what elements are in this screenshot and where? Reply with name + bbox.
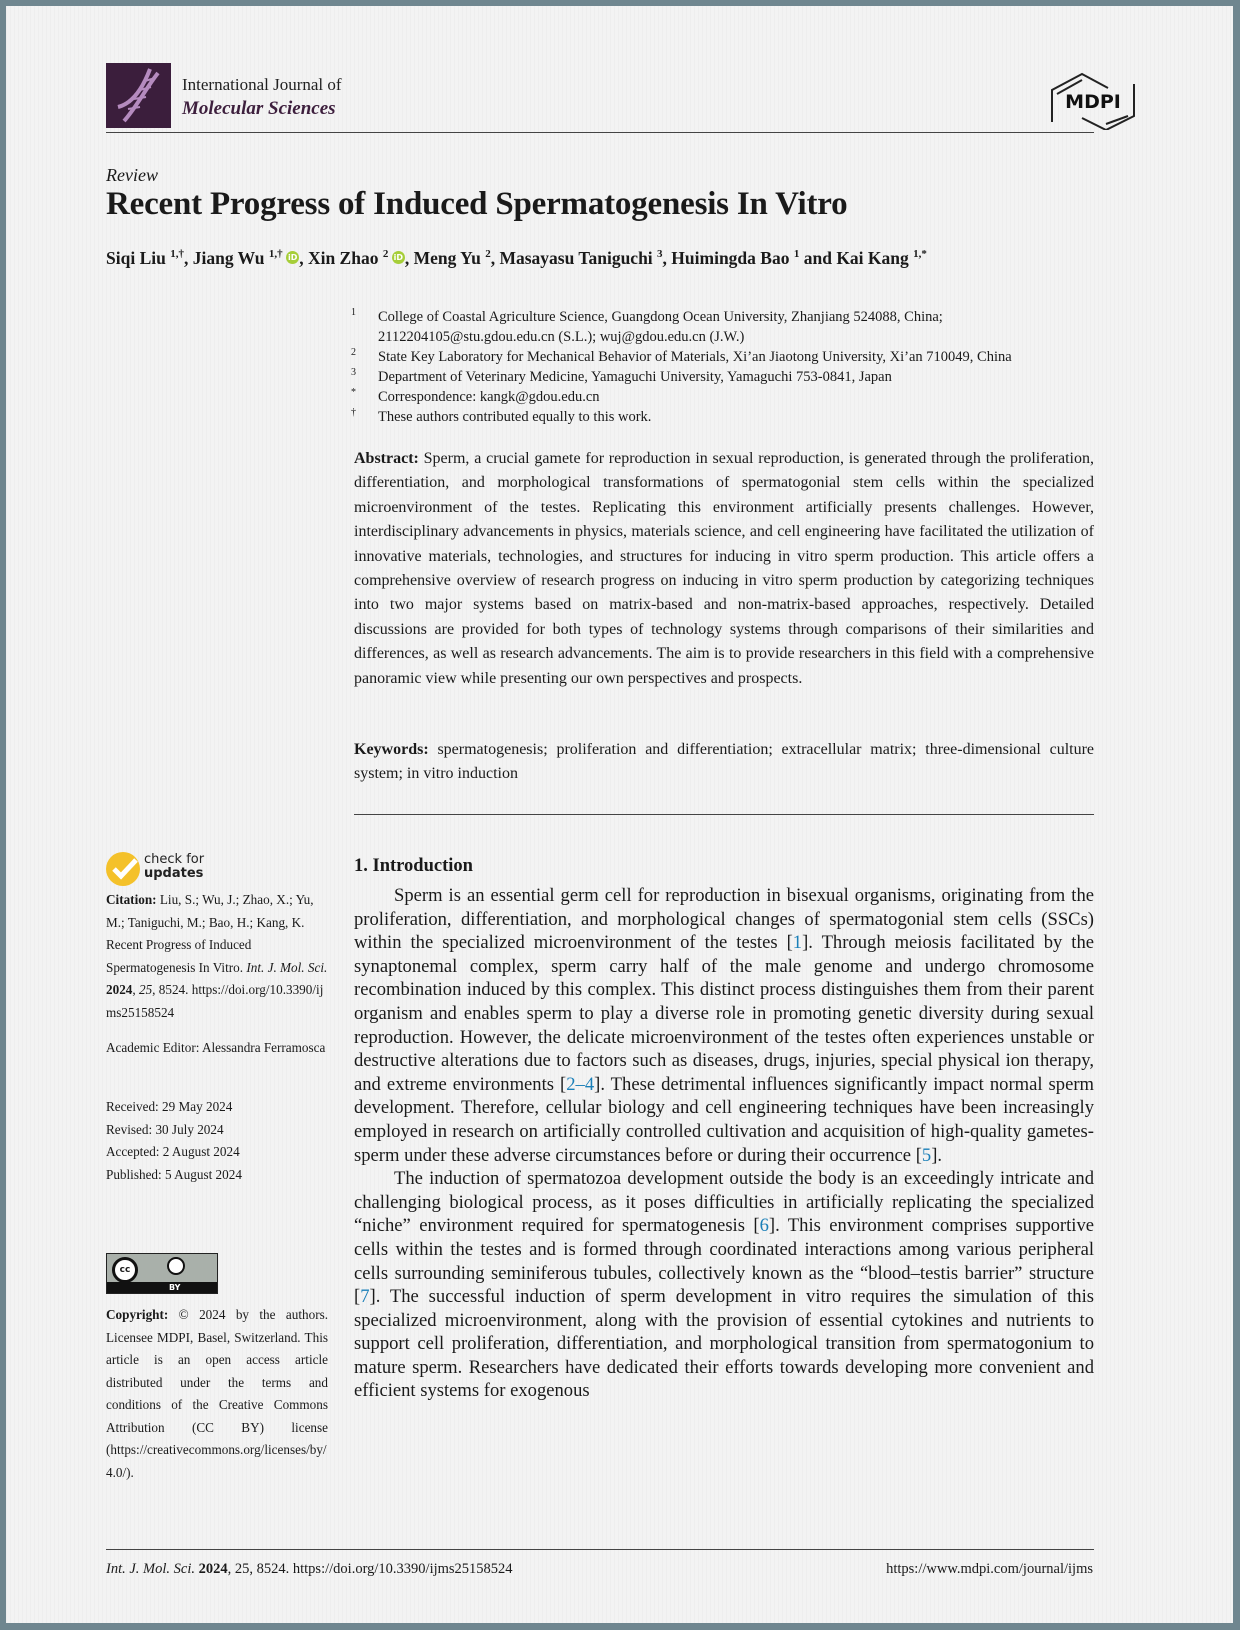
footer-journal-url[interactable]: https://www.mdpi.com/journal/ijms — [886, 1561, 1093, 1577]
abstract-label: Abstract: — [354, 450, 419, 467]
cc-by-label: BY — [169, 1283, 181, 1292]
copyright-text: © 2024 by the authors. Licensee MDPI, Basel, Switzerland. This article is an open access article distributed under the terms and conditions of the Creative Commons Attribution (CC BY) license (https://creativecommons.org/licenses/by/4.0/). — [106, 1307, 329, 1480]
citation-bracket: [5] — [915, 1144, 938, 1166]
date-item: Published: 5 August 2024 — [106, 1166, 242, 1182]
date-item: Received: 29 May 2024 — [106, 1099, 233, 1114]
affiliation-text: College of Coastal Agriculture Science, Guangdong Ocean University, Zhanjiang 524088, China; — [378, 309, 943, 325]
reference-link[interactable]: 6 — [759, 1215, 769, 1237]
date-item: Revised: 30 July 2024 — [106, 1121, 224, 1137]
author-name: Jiang Wu — [192, 248, 269, 268]
keywords-text: spermatogenesis; proliferation and differentiation; extracellular matrix; three-dimensional culture system; in vitro induction — [354, 741, 1095, 783]
footer-journal: Int. J. Mol. Sci. — [106, 1561, 195, 1577]
affiliation-text: These authors contributed equally to this work. — [378, 409, 652, 425]
header-divider — [106, 132, 1094, 133]
orcid-icon[interactable]: iD — [287, 253, 298, 262]
affiliation-text: 2112204105@stu.gdou.edu.cn (S.L.); wuj@gdou.edu.cn (J.W.) — [378, 329, 745, 345]
affiliation-marker: † — [351, 407, 356, 418]
journal-name-line1: International Journal of — [182, 75, 342, 94]
reference-link[interactable]: 2–4 — [566, 1073, 595, 1095]
citation-journal: Int. J. Mol. Sci. — [246, 959, 328, 975]
orcid-icon[interactable]: iD — [393, 253, 404, 262]
citation-bracket: [1] — [786, 932, 809, 954]
footer-doi-link[interactable]: https://doi.org/10.3390/ijms25158524 — [292, 1561, 513, 1577]
author-name: Huimingda Bao — [671, 248, 794, 268]
citation-bracket: [7] — [354, 1286, 376, 1308]
section-heading-introduction: 1. Introduction — [354, 856, 473, 876]
check-updates-icon — [106, 852, 140, 886]
editor-label: Academic Editor: — [106, 1040, 200, 1055]
affiliation-marker: 2 — [351, 347, 356, 358]
author-affiliation-marker: 2 — [485, 248, 491, 261]
citation-year: 2024 — [106, 982, 133, 997]
footer-volume: , 25, 8524. — [227, 1561, 290, 1577]
abstract-text: Sperm, a crucial gamete for reproduction in sexual reproduction, is generated through the proliferation, differentiation, and morphological transformations of spermatogonial stem cells within the specialized microenvironment of the testes. Replicating this environment artificially presents challenges. However, interdisciplinary advancements in physics, materials science, and cell engineering have facilitated the utilization of innovative materials, technologies, and structures for inducing in vitro sperm production. This article offers a comprehensive overview of research progress on inducing in vitro sperm production by categorizing techniques into two major systems based on matrix-based and non-matrix-based approaches, respectively. Detailed discussions are provided for both types of technology systems through comparisons of their similarities and differences, as well as research advancements. The aim is to provide researchers in this field with a comprehensive panoramic view while presenting our own perspectives and prospects. — [354, 450, 1094, 687]
author-name: Siqi Liu — [106, 248, 171, 268]
cc-by-license-badge[interactable] — [106, 1253, 218, 1294]
author-affiliation-marker: 1 — [793, 248, 800, 261]
copyright-label: Copyright: — [106, 1307, 169, 1322]
article-type: Review — [106, 165, 158, 185]
paper-page — [6, 6, 1233, 1623]
academic-editor — [106, 1037, 328, 1060]
citation-bracket: [6] — [753, 1215, 776, 1237]
mdpi-logo-text: MDPI — [1065, 91, 1121, 113]
citation-page: , 8524. — [152, 982, 189, 997]
copyright-notice — [106, 1304, 328, 1484]
footer-divider — [106, 1549, 1094, 1550]
citation: Citation: Liu, S.; Wu, J.; Zhao, X.; Yu, M.; Taniguchi, M.; Bao, H.; Kang, K. Recent Progress of Induced Spermatogenesis In Vitro. Int. J. Mol. Sci. 2024, 25, 8524. https://doi.org/10.3390/ijms25158524 — [106, 892, 328, 1020]
author-affiliation-marker: 1,† — [268, 248, 283, 261]
author-name: Kai Kang — [836, 248, 914, 268]
author-name: Xin Zhao — [307, 248, 383, 268]
footer-year: 2024 — [198, 1561, 228, 1577]
reference-link[interactable]: 1 — [792, 932, 803, 954]
affiliation-marker: * — [351, 387, 356, 398]
affiliation-marker: 1 — [351, 307, 356, 318]
affiliation-text: Department of Veterinary Medicine, Yamaguchi University, Yamaguchi 753-0841, Japan — [378, 369, 892, 385]
cc-icon: cc — [112, 1257, 138, 1283]
footer-citation — [106, 1561, 513, 1578]
citation-doi-link[interactable]: https://doi.org/10.3390/ijms25158524 — [106, 982, 324, 1020]
reference-link[interactable]: 7 — [360, 1286, 370, 1308]
author-name: Meng Yu — [413, 248, 486, 268]
affiliation-text: Correspondence: kangk@gdou.edu.cn — [378, 389, 600, 405]
author-affiliation-marker: 1,† — [170, 248, 184, 261]
paragraph: The induction of spermatozoa development outside the body is an exceedingly intricate and challenging biological process, as it poses difficulties in artificially replicating the specialized “niche” environment required for spermatogenesis [6]. This environment comprises supportive cells within the testes and is formed through coordinated interactions among various peripheral cells surrounding seminiferous tubules, collectively known as the “blood–testis barrier” structure [7]. The successful induction of sperm development in vitro requires the simulation of this specialized microenvironment, along with the provision of essential cytokines and nutrients to support cell proliferation, differentiation, and morphological transition from spermatogonium to mature sperm. Researchers have dedicated their efforts towards developing more convenient and efficient systems for exogenous — [354, 1168, 1094, 1402]
author-affiliation-marker: 1,* — [913, 248, 927, 261]
author-affiliation-marker: 3 — [657, 248, 663, 261]
author-affiliation-marker: 2 — [382, 248, 389, 261]
article-title: Recent Progress of Induced Spermatogenesis In Vitro — [106, 186, 848, 222]
editor-name: Alessandra Ferramosca — [201, 1040, 326, 1055]
mdpi-logo[interactable] — [1048, 72, 1138, 135]
date-item: Accepted: 2 August 2024 — [106, 1144, 240, 1159]
publication-dates — [106, 1096, 328, 1186]
check-updates-line2: updates — [144, 866, 204, 881]
attribution-person-icon — [167, 1257, 185, 1275]
affiliation-text: State Key Laboratory for Mechanical Behavior of Materials, Xi’an Jiaotong University, Xi’an 710049, China — [378, 349, 1012, 365]
abstract — [354, 447, 1094, 691]
citation-label: Citation: — [106, 892, 157, 907]
check-updates-line1: check for — [144, 852, 205, 867]
citation-text: Liu, S.; Wu, J.; Zhao, X.; Yu, M.; Taniguchi, M.; Bao, H.; Kang, K. Recent Progress of Induced Spermatogenesis In Vitro. — [106, 892, 314, 975]
citation-volume: 25 — [138, 982, 153, 997]
journal-logo — [106, 63, 171, 128]
keywords — [354, 738, 1094, 787]
dna-helix-icon — [106, 63, 171, 128]
paragraph: Sperm is an essential germ cell for reproduction in bisexual organisms, originating from the proliferation, differentiation, and morphological changes of spermatogonial stem cells (SSCs) within the specialized microenvironment of the testes [1]. Through meiosis facilitated by the synaptonemal complex, sperm carry half of the male genome and undergo chromosome recombination induced by this complex. This distinct process distinguishes them from their parent organism and enables sperm to play a diverse role in promoting genetic diversity during sexual reproduction. However, the delicate microenvironment of the testes often experiences unstable or destructive alterations due to factors such as diseases, drugs, injuries, special physical ion therapy, and extreme environments [2–4]. These detrimental influences significantly impact normal sperm development. Therefore, cellular biology and cell engineering techniques have been increasingly employed in research on artificially controlled cultivation and acquisition of high-quality gametes-sperm under these adverse circumstances before or during their occurrence [5]. — [354, 885, 1094, 1166]
abstract-divider — [354, 814, 1094, 815]
reference-link[interactable]: 5 — [921, 1144, 932, 1166]
citation-bracket: [2–4] — [560, 1073, 601, 1095]
author-name: Masayasu Taniguchi — [499, 248, 658, 268]
journal-name-line2: Molecular Sciences — [182, 98, 336, 119]
author-list: Siqi Liu $^{1,\dagger}$, Jiang Wu $^{1,\dagger}$ iD , Xin Zhao $^2$ iD , Meng Yu $^2$, Masayasu Taniguchi $^3$, Huimingda Bao $^1$ and Kai Kang $^{1,*}$ — [106, 248, 927, 268]
keywords-label: Keywords: — [354, 741, 429, 758]
affiliation-marker: 3 — [351, 367, 356, 378]
introduction-body — [354, 884, 1094, 1403]
